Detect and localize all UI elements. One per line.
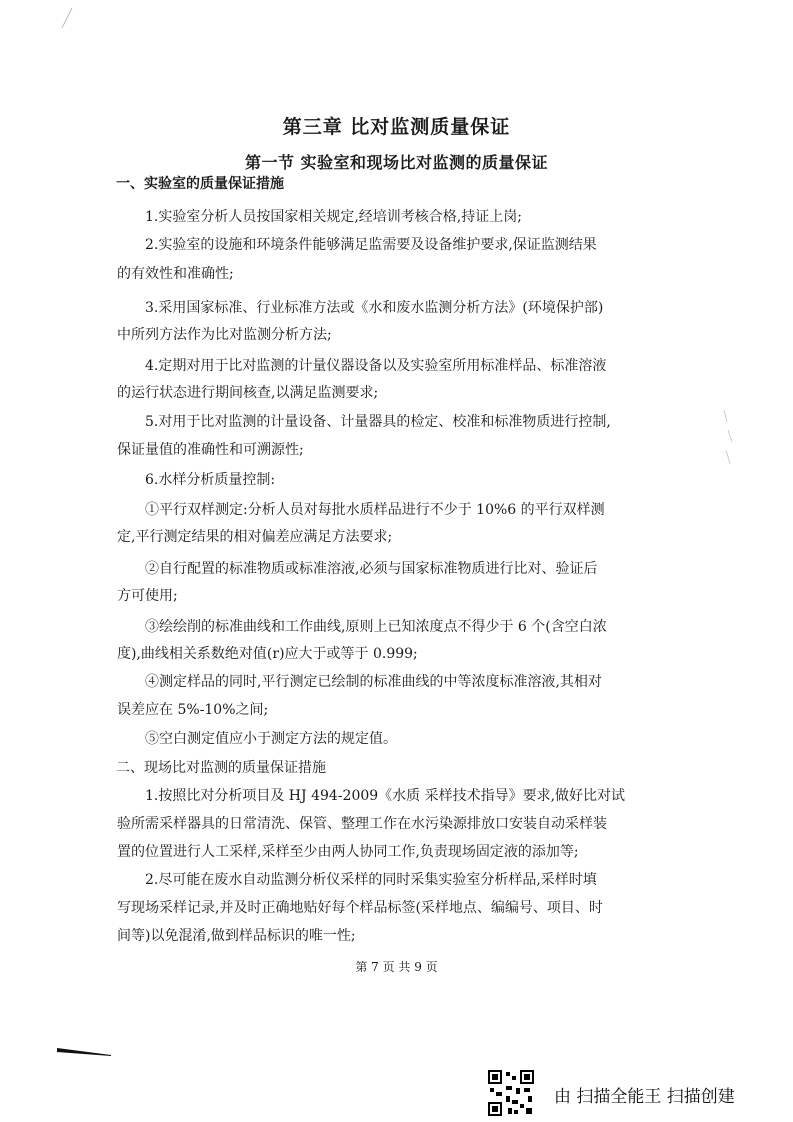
- body-text-line: 间等)以免混淆,做到样品标识的唯一性;: [117, 928, 356, 944]
- body-text-line: 验所需采样器具的日常清洗、保管、整理工作在水污染源排放口安装自动采样装: [117, 816, 607, 832]
- section-title: 第一节 实验室和现场比对监测的质量保证: [244, 153, 549, 172]
- scan-artifact-corner: [60, 6, 74, 30]
- body-text-line: ④测定样品的同时,平行测定已绘制的标准曲线的中等浓度标准溶液,其相对: [145, 674, 602, 690]
- body-text-line: 6.水样分析质量控制:: [145, 472, 276, 488]
- body-text-line: 5.对用于比对监测的计量设备、计量器具的检定、校准和标准物质进行控制,: [145, 414, 611, 430]
- body-text-line: 误差应在 5%-10%之间;: [117, 702, 269, 718]
- body-text-line: 1.按照比对分析项目及 HJ 494-2009《水质 采样技术指导》要求,做好比对试: [145, 788, 626, 804]
- watermark-text: 由 扫描全能王 扫描创建: [554, 1087, 735, 1107]
- body-text-line: 保证量值的准确性和可溯源性;: [117, 442, 304, 458]
- body-text-line: 4.定期对用于比对监测的计量仪器设备以及实验室所用标准样品、标准溶液: [145, 358, 607, 374]
- body-text-line: 方可使用;: [117, 588, 178, 604]
- section-heading: 一、实验室的质量保证措施: [116, 176, 284, 192]
- body-text-line: 度),曲线相关系数绝对值(r)应大于或等于 0.999;: [117, 646, 418, 662]
- body-text-line: 1.实验室分析人员按国家相关规定,经培训考核合格,持证上岗;: [145, 209, 522, 225]
- body-text-line: ②自行配置的标准物质或标准溶液,必须与国家标准物质进行比对、验证后: [145, 561, 598, 577]
- scanner-watermark: [488, 1070, 788, 1118]
- scan-artifact-stroke: [57, 1046, 111, 1056]
- scan-artifact-edge: [718, 408, 738, 468]
- body-text-line: 3.采用国家标准、行业标准方法或《水和废水监测分析方法》(环境保护部): [145, 300, 604, 316]
- qr-code-icon: [488, 1070, 534, 1116]
- body-text-line: ⑤空白测定值应小于测定方法的规定值。: [145, 731, 397, 747]
- body-text-line: 写现场采样记录,并及时正确地贴好每个样品标签(采样地点、编编号、项目、时: [117, 900, 603, 916]
- body-text-line: ③绘绘削的标准曲线和工作曲线,原则上已知浓度点不得少于 6 个(含空白浓: [145, 619, 607, 635]
- body-text-line: 的运行状态进行期间核查,以满足监测要求;: [117, 385, 379, 401]
- chapter-title: 第三章 比对监测质量保证: [282, 116, 511, 138]
- body-text-line: 置的位置进行人工采样,采样至少由两人协同工作,负责现场固定液的添加等;: [117, 844, 579, 860]
- body-text-line: 中所列方法作为比对监测分析方法;: [117, 327, 332, 343]
- body-text-line: ①平行双样测定:分析人员对每批水质样品进行不少于 10%6 的平行双样测: [145, 502, 605, 518]
- body-text-line: 2.实验室的设施和环境条件能够满足监需要及设备维护要求,保证监测结果: [145, 237, 597, 253]
- body-text-line: 2.尽可能在废水自动监测分析仪采样的同时采集实验室分析样品,采样时填: [145, 872, 597, 888]
- page-footer: 第 7 页 共 9 页: [355, 960, 438, 974]
- body-text-line: 定,平行测定结果的相对偏差应满足方法要求;: [117, 529, 393, 545]
- body-text-line: 的有效性和准确性;: [117, 266, 234, 282]
- section-heading: 二、现场比对监测的质量保证措施: [116, 760, 326, 776]
